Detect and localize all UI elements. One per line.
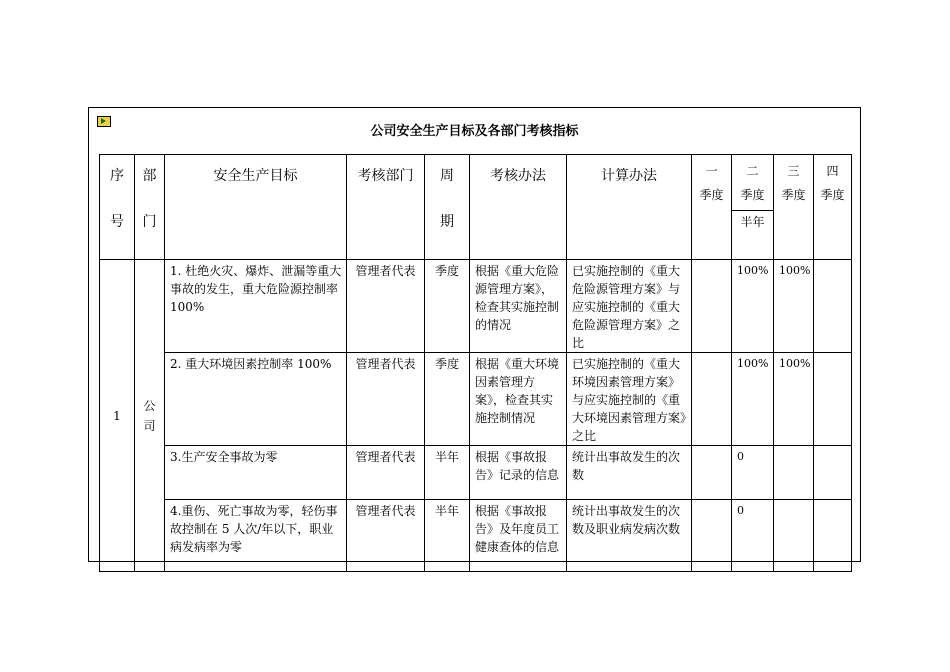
header-period	[425, 155, 470, 260]
header-q4	[814, 155, 852, 260]
row-q2: 0	[732, 500, 774, 572]
header-half-year: 半年	[732, 211, 774, 260]
table-row	[100, 500, 852, 572]
row-q4	[814, 353, 852, 446]
group-seq: 1	[100, 260, 135, 572]
header-period-bottom: 期	[440, 214, 454, 230]
row-period: 季度	[425, 260, 470, 353]
header-q2-bottom: 季度	[740, 188, 765, 202]
row-assess-dept: 管理者代表	[347, 260, 425, 353]
header-q3-top: 三	[787, 164, 800, 178]
group-dept-line2: 司	[143, 418, 156, 433]
row-q4	[814, 446, 852, 500]
row-calc: 已实施控制的《重大环境因素管理方案》与应实施控制的《重大环境因素管理方案》之比	[567, 353, 692, 446]
row-calc: 统计出事故发生的次数及职业病发病次数	[567, 500, 692, 572]
row-method: 根据《事故报告》及年度员工健康查体的信息	[470, 500, 567, 572]
row-goal: 3.生产安全事故为零	[165, 446, 347, 500]
header-q1-top: 一	[705, 164, 718, 178]
row-q3: 100%	[774, 353, 814, 446]
row-q3	[774, 500, 814, 572]
group-dept-line1: 公	[143, 398, 156, 413]
table-row	[100, 353, 852, 446]
document-frame	[88, 107, 861, 562]
group-dept	[135, 260, 165, 572]
row-calc: 统计出事故发生的次数	[567, 446, 692, 500]
document-title: 公司安全生产目标及各部门考核指标	[370, 124, 579, 139]
row-q2: 100%	[732, 353, 774, 446]
row-q4	[814, 500, 852, 572]
header-calc: 计算办法	[567, 155, 692, 260]
header-period-top: 周	[440, 168, 454, 184]
header-dept-top: 部	[142, 168, 157, 184]
header-q3	[774, 155, 814, 260]
row-q1	[692, 260, 732, 353]
row-method: 根据《重大危险源管理方案》，检查其实施控制的情况	[470, 260, 567, 353]
row-q1	[692, 446, 732, 500]
row-method: 根据《事故报告》记录的信息	[470, 446, 567, 500]
row-period: 季度	[425, 353, 470, 446]
row-assess-dept: 管理者代表	[347, 446, 425, 500]
row-q2: 0	[732, 446, 774, 500]
row-goal: 2. 重大环境因素控制率 100%	[165, 353, 347, 446]
header-seq	[100, 155, 135, 260]
header-q1	[692, 155, 732, 260]
header-q4-top: 四	[826, 164, 839, 178]
table-row	[100, 446, 852, 500]
row-q2: 100%	[732, 260, 774, 353]
row-q3: 100%	[774, 260, 814, 353]
row-period: 半年	[425, 500, 470, 572]
header-q1-bottom: 季度	[699, 188, 724, 202]
row-period: 半年	[425, 446, 470, 500]
row-calc: 已实施控制的《重大危险源管理方案》与应实施控制的《重大危险源管理方案》之比	[567, 260, 692, 353]
header-goal: 安全生产目标	[165, 155, 347, 260]
header-dept-bottom: 门	[142, 214, 157, 230]
row-assess-dept: 管理者代表	[347, 500, 425, 572]
header-q3-bottom: 季度	[781, 188, 806, 202]
header-row	[100, 155, 852, 211]
header-assess-dept: 考核部门	[347, 155, 425, 260]
header-dept	[135, 155, 165, 260]
assessment-table	[99, 154, 852, 572]
header-q4-bottom: 季度	[820, 188, 845, 202]
row-q1	[692, 353, 732, 446]
row-q4	[814, 260, 852, 353]
header-q2-top: 二	[746, 164, 759, 178]
table-row	[100, 260, 852, 353]
header-seq-bottom: 号	[110, 214, 124, 230]
row-q1	[692, 500, 732, 572]
row-q3	[774, 446, 814, 500]
header-method: 考核办法	[470, 155, 567, 260]
row-method: 根据《重大环境因素管理方案》，检查其实施控制情况	[470, 353, 567, 446]
header-seq-top: 序	[110, 168, 124, 184]
row-assess-dept: 管理者代表	[347, 353, 425, 446]
row-goal: 1. 杜绝火灾、爆炸、泄漏等重大事故的发生，重大危险源控制率 100%	[165, 260, 347, 353]
header-q2	[732, 155, 774, 211]
row-goal: 4.重伤、死亡事故为零，轻伤事故控制在 5 人次/年以下，职业病发病率为零	[165, 500, 347, 572]
